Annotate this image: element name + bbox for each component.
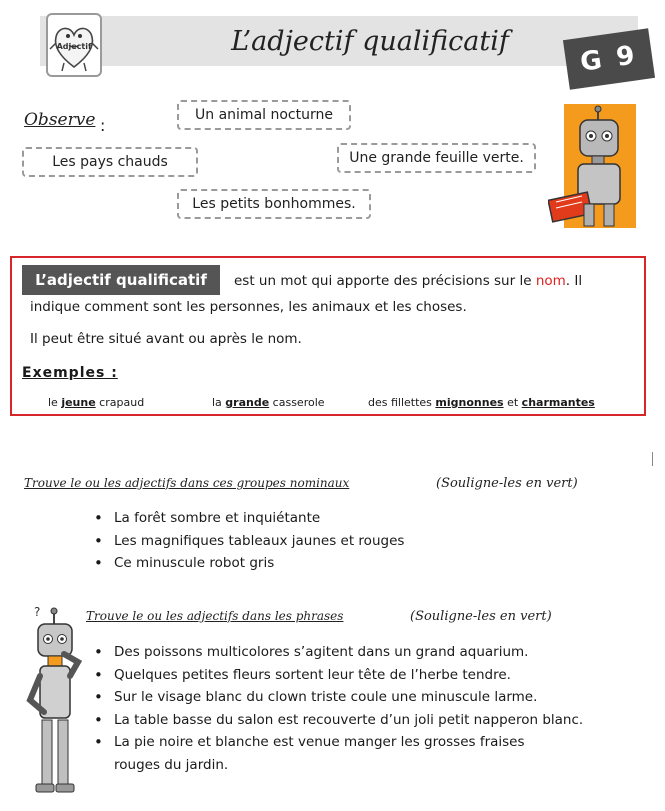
example-adjective: grande [225, 396, 270, 409]
example-text: casserole [269, 396, 325, 409]
example-group-box: Un animal nocturne [177, 100, 351, 130]
logo-label: Adjectif [56, 42, 92, 51]
list-item: • Quelques petites fleurs sortent leur tête de l’herbe tendre. [90, 664, 583, 687]
robot-reading-icon [548, 104, 638, 228]
svg-text:?: ? [34, 605, 41, 619]
example-item [48, 396, 144, 409]
example-text: la [212, 396, 226, 409]
page-title: L’adjectif qualificatif [231, 26, 509, 57]
definition-keyword: nom [535, 273, 566, 289]
example-adjective: charmantes [521, 396, 595, 409]
logo [46, 13, 102, 77]
example-text: et [503, 396, 522, 409]
exercise-1-heading: Trouve le ou les adjectifs dans ces groupes nominaux [24, 476, 350, 490]
list-item: • Sur le visage blanc du clown triste coule une minuscule larme. [90, 686, 583, 709]
definition-tag: L’adjectif qualificatif [22, 265, 220, 295]
list-item: • Ce minuscule robot gris [90, 552, 404, 575]
list-item: • La forêt sombre et inquiétante [90, 507, 404, 530]
list-item-continuation: rouges du jardin. [114, 756, 229, 773]
exercise-1-list [90, 507, 404, 575]
example-text: le [48, 396, 62, 409]
observe-label: Observe [24, 110, 96, 130]
list-item: • La pie noire et blanche est venue manger les grosses fraises [90, 731, 583, 754]
robot-thinking-icon [20, 604, 92, 804]
examples-label: Exemples : [22, 365, 118, 381]
example-adjective: mignonnes [435, 396, 504, 409]
example-group-box: Les pays chauds [22, 147, 198, 177]
lesson-badge: G 9 [563, 28, 655, 89]
list-item: • Des poissons multicolores s’agitent dans un grand aquarium. [90, 641, 583, 664]
definition-line-3: Il peut être situé avant ou après le nom. [30, 331, 302, 347]
example-group-box: Les petits bonhommes. [177, 189, 371, 219]
definition-line-1-start: est un mot qui apporte des précisions sur le [234, 273, 536, 289]
exercise-2-list [90, 641, 583, 776]
example-item [368, 396, 595, 409]
example-item [212, 396, 325, 409]
exercise-2-hint: (Souligne-les en vert) [410, 609, 552, 624]
definition-line-2: indique comment sont les personnes, les animaux et les choses. [30, 299, 467, 315]
example-adjective: jeune [61, 396, 96, 409]
example-text: des fillettes [368, 396, 436, 409]
divider [652, 452, 653, 466]
definition-line-1 [234, 273, 582, 289]
list-item: • La table basse du salon est recouverte d’un joli petit napperon blanc. [90, 709, 583, 732]
exercise-2-heading: Trouve le ou les adjectifs dans les phrases [86, 609, 344, 623]
list-item: • Les magnifiques tableaux jaunes et rouges [90, 530, 404, 553]
observe-colon: : [100, 116, 106, 135]
example-group-box: Une grande feuille verte. [337, 143, 536, 173]
example-text: crapaud [95, 396, 145, 409]
definition-line-1-end: . Il [565, 273, 583, 289]
exercise-1-hint: (Souligne-les en vert) [436, 476, 578, 491]
